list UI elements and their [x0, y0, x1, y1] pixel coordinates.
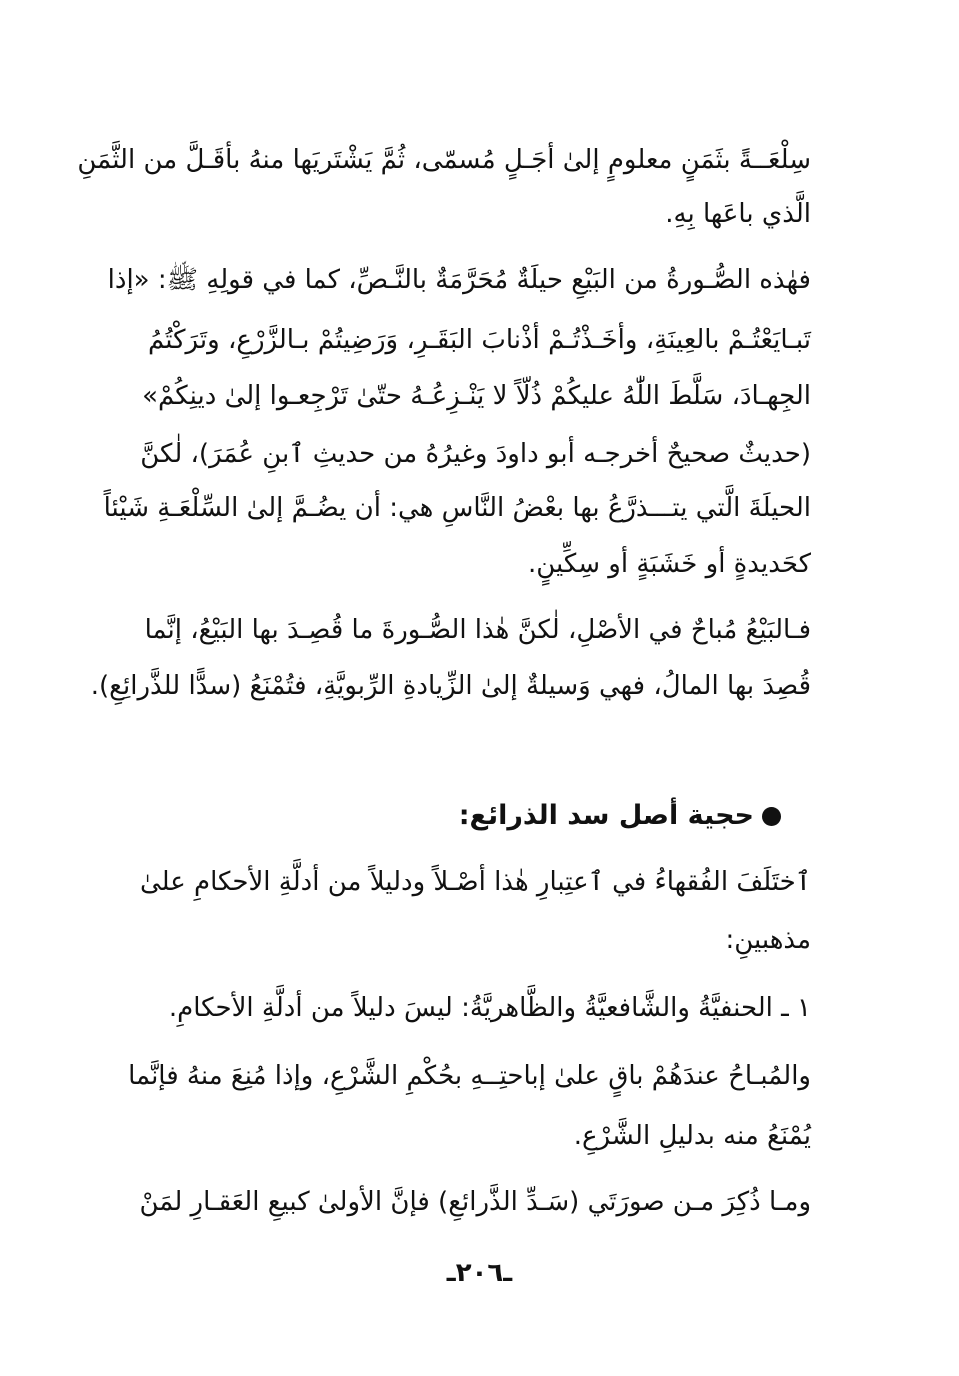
section-heading	[459, 794, 781, 838]
text-line: ٱختَلَفَ الفُقهاءُ في ٱعتِبارِ هٰذا أصْـلاً ودليلاً من أدلَّةِ الأحكامِ علىٰ	[139, 867, 811, 897]
text-line: قُصِدَ بها المالُ، فهي وَسيلةٌ إلىٰ الزِّيادةِ الرِّبويَّةِ، فتُمْنَعُ (سدًّا للذَّرائِعِ).	[90, 671, 811, 701]
text-line: سِلْعَــةً بثَمَنٍ معلومٍ إلىٰ أجَـلٍ مُسمّى، ثُمَّ يَشْتَريَها منهُ بأقَـلَّ من الثَّمَنِ	[77, 145, 811, 175]
text-line: فهٰذه الصُّـورةُ من البَيْعِ حيلَةٌ مُحَرَّمَةٌ بالنَّـصِّ، كما في قولِهِ ﷺ: «إذا	[107, 265, 811, 295]
text-line: (حديثٌ صحيحٌ أخرجـه أبو داودَ وغيرُهُ من حديثِ ٱبنِ عُمَرَ)، لٰكنَّ	[140, 439, 811, 469]
text-line: فـالبَيْعُ مُباحٌ في الأصْلِ، لٰكنَّ هٰذا الصُّـورةَ ما قُصِـدَ بها البَيْعُ، إنَّما	[144, 615, 811, 645]
bullet-icon	[762, 807, 781, 826]
text-line: يُمْنَعُ منه بدليلِ الشَّرْعِ.	[573, 1121, 811, 1151]
text-line: الَّذي باعَها بِهِ.	[665, 199, 811, 229]
text-line: مذهبينِ:	[725, 925, 811, 955]
text-line: الحيلَةَ الَّتي يتـــذرَّعُ بها بعْضُ النَّاسِ هي: أن يضُـمَّ إلىٰ السِّلْعَـةِ شَيْئاً	[103, 493, 811, 523]
text-line: تَبـايَعْتُـمْ بالعِينَةِ، وأخَـذْتُـمْ أذْنابَ البَقَـرِ، وَرَضِيتُمْ بـالزَّرْعِ، وتَرَكْتُمُ	[148, 325, 811, 355]
page-number: ـ٢٠٦ـ	[446, 1258, 513, 1288]
list-item: ١ ـ الحنفيَّةُ والشَّافعيَّةُ والظَّاهريَّةُ: ليسَ دليلاً من أدلَّةِ الأحكامِ.	[168, 993, 811, 1023]
text-line: الجِهـادَ، سَلَّطَ اللّٰهُ عليكُمْ ذُلّاً لا يَنْـزِعُـهُ حتّىٰ تَرْجِعـوا إلىٰ دينِكُمْ»	[142, 381, 811, 411]
section-heading-text: حجية أصل سد الذرائع:	[458, 800, 754, 831]
text-line: والمُبـاحُ عندَهُمْ باقٍ علىٰ إباحتِــهِ بحُكْمِ الشَّرْعِ، وإذا مُنِعَ منهُ فإنَّما	[128, 1061, 811, 1091]
text-line: ومـا ذُكِرَ مـن صورَتَي (سَـدِّ الذَّرائعِ) فإنَّ الأولىٰ كبيعِ العَقـارِ لمَنْ	[139, 1187, 811, 1217]
text-line: كحَديدةٍ أو خَشَبَةٍ أو سِكِّينٍ.	[527, 549, 811, 579]
